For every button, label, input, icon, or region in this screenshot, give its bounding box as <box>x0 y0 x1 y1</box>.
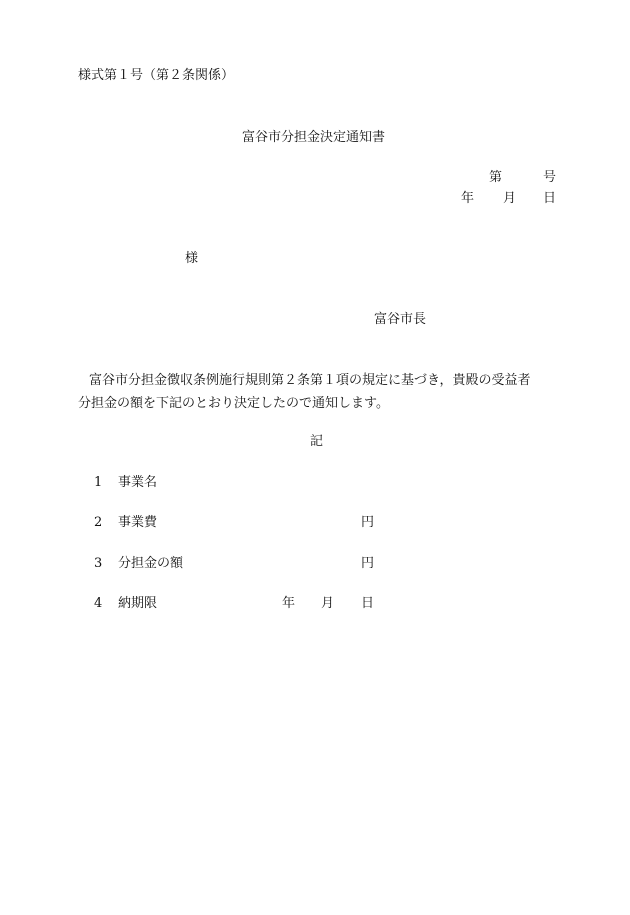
due-date-month: 月 <box>321 596 335 611</box>
document-number-prefix: 第 <box>489 170 503 185</box>
date-month: 月 <box>503 191 517 206</box>
item-label-project-name: 事業名 <box>118 475 158 490</box>
due-date-day: 日 <box>361 596 375 611</box>
date-day: 日 <box>543 191 557 206</box>
issuer: 富谷市長 <box>374 312 427 327</box>
item-number: 1 <box>94 475 103 490</box>
item-label-contribution-amount: 分担金の額 <box>118 556 184 571</box>
form-number: 様式第１号（第２条関係） <box>78 68 235 83</box>
document-number-suffix: 号 <box>543 170 557 185</box>
due-date-year: 年 <box>282 596 296 611</box>
addressee-suffix: 様 <box>185 251 199 266</box>
item-number: 2 <box>94 515 103 530</box>
body-text-line-2: 分担金の額を下記のとおり決定したので通知します。 <box>78 396 389 411</box>
item-number: 3 <box>94 556 103 571</box>
item-label-due-date: 納期限 <box>118 596 158 611</box>
item-label-project-cost: 事業費 <box>118 515 158 530</box>
date-year: 年 <box>461 191 475 206</box>
ki-heading: 記 <box>310 434 324 449</box>
document-title: 富谷市分担金決定通知書 <box>242 130 386 145</box>
item-number: 4 <box>94 596 103 611</box>
body-text-line-1: 富谷市分担金徴収条例施行規則第２条第１項の規定に基づき，貴殿の受益者 <box>89 373 531 388</box>
item-unit-yen: 円 <box>361 556 375 571</box>
item-unit-yen: 円 <box>361 515 375 530</box>
